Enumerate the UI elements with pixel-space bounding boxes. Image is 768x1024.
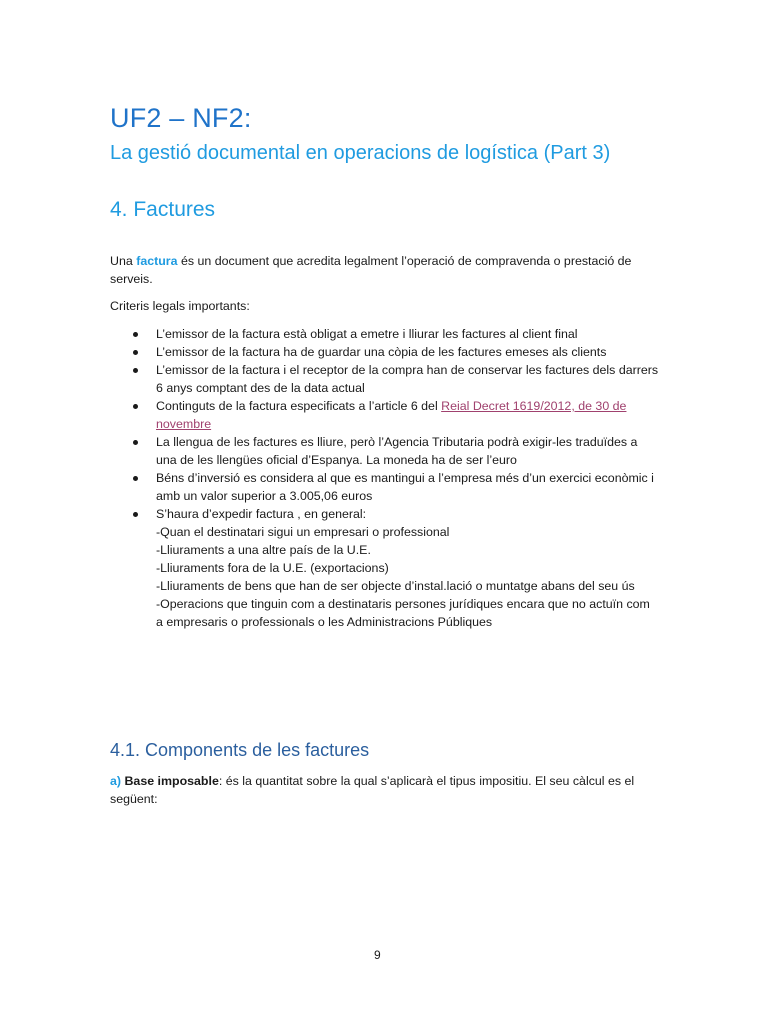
bullet-icon xyxy=(133,404,138,409)
list-item xyxy=(110,343,660,361)
sub-line: -Lliuraments a una altre país de la U.E. xyxy=(156,543,371,557)
list-item-text: Continguts de la factura especificats a l’article 6 del xyxy=(156,399,442,413)
criteria-label: Criteris legals importants: xyxy=(110,299,250,313)
reial-decret-link[interactable]: Reial Decret 1619/2012, de 30 de novembre xyxy=(156,399,627,431)
list-item-text: L’emissor de la factura està obligat a emetre i lliurar les factures al client final xyxy=(156,327,578,341)
intro-text-start: Una xyxy=(110,254,137,268)
list-item-text: L’emissor de la factura ha de guardar una còpia de les factures emeses als clients xyxy=(156,345,607,359)
page-number: 9 xyxy=(374,948,381,962)
criteria-list xyxy=(110,325,660,631)
list-item xyxy=(110,433,660,469)
base-imposable-text: : és la quantitat sobre la qual s’aplicarà el tipus impositiu. El seu càlcul es el següent: xyxy=(110,774,635,806)
document-subtitle: La gestió documental en operacions de logística (Part 3) xyxy=(110,142,611,164)
list-item xyxy=(110,397,660,433)
list-item xyxy=(110,469,660,505)
bullet-icon xyxy=(133,512,138,517)
sub-line: -Lliuraments fora de la U.E. (exportacions) xyxy=(156,561,389,575)
bullet-icon xyxy=(133,332,138,337)
keyword-factura: factura xyxy=(136,254,178,268)
section-heading-components: 4.1. Components de les factures xyxy=(110,740,370,760)
term-base-imposable: Base imposable xyxy=(124,774,219,788)
list-item xyxy=(110,325,660,343)
intro-paragraph xyxy=(110,252,660,288)
section-heading-factures: 4. Factures xyxy=(110,198,216,221)
bullet-icon xyxy=(133,350,138,355)
intro-text-end: és un document que acredita legalment l’operació de compravenda o prestació de serveis. xyxy=(110,254,632,286)
item-label-a: a) xyxy=(110,774,122,788)
list-item xyxy=(110,505,660,631)
bullet-icon xyxy=(133,476,138,481)
document-title: UF2 – NF2: xyxy=(110,103,252,133)
bullet-icon xyxy=(133,440,138,445)
list-item xyxy=(110,361,660,397)
list-item-text: L’emissor de la factura i el receptor de la compra han de conservar les factures dels darrers 6 anys comptant des de la data actual xyxy=(156,363,659,395)
list-item-text: La llengua de les factures es lliure, però l’Agencia Tributaria podrà exigir-les traduïdes a una de les llengües oficial d’Espanya. La moneda ha de ser l’euro xyxy=(156,435,638,467)
sub-line: -Operacions que tinguin com a destinataris persones jurídiques encara que no actuïn com a empresaris o professionals o les Administracions Públiques xyxy=(156,597,650,629)
sub-line: -Lliuraments de bens que han de ser objecte d’instal.lació o muntatge abans del seu ús xyxy=(156,579,635,593)
sub-line: -Quan el destinatari sigui un empresari o professional xyxy=(156,525,450,539)
list-item-text: Béns d’inversió es considera al que es mantingui a l’empresa més d’un exercici econòmic i amb un valor superior a 3.005,06 euros xyxy=(156,471,654,503)
base-imposable-paragraph xyxy=(110,772,660,808)
bullet-icon xyxy=(133,368,138,373)
list-item-text: S’haura d’expedir factura , en general: xyxy=(156,507,367,521)
